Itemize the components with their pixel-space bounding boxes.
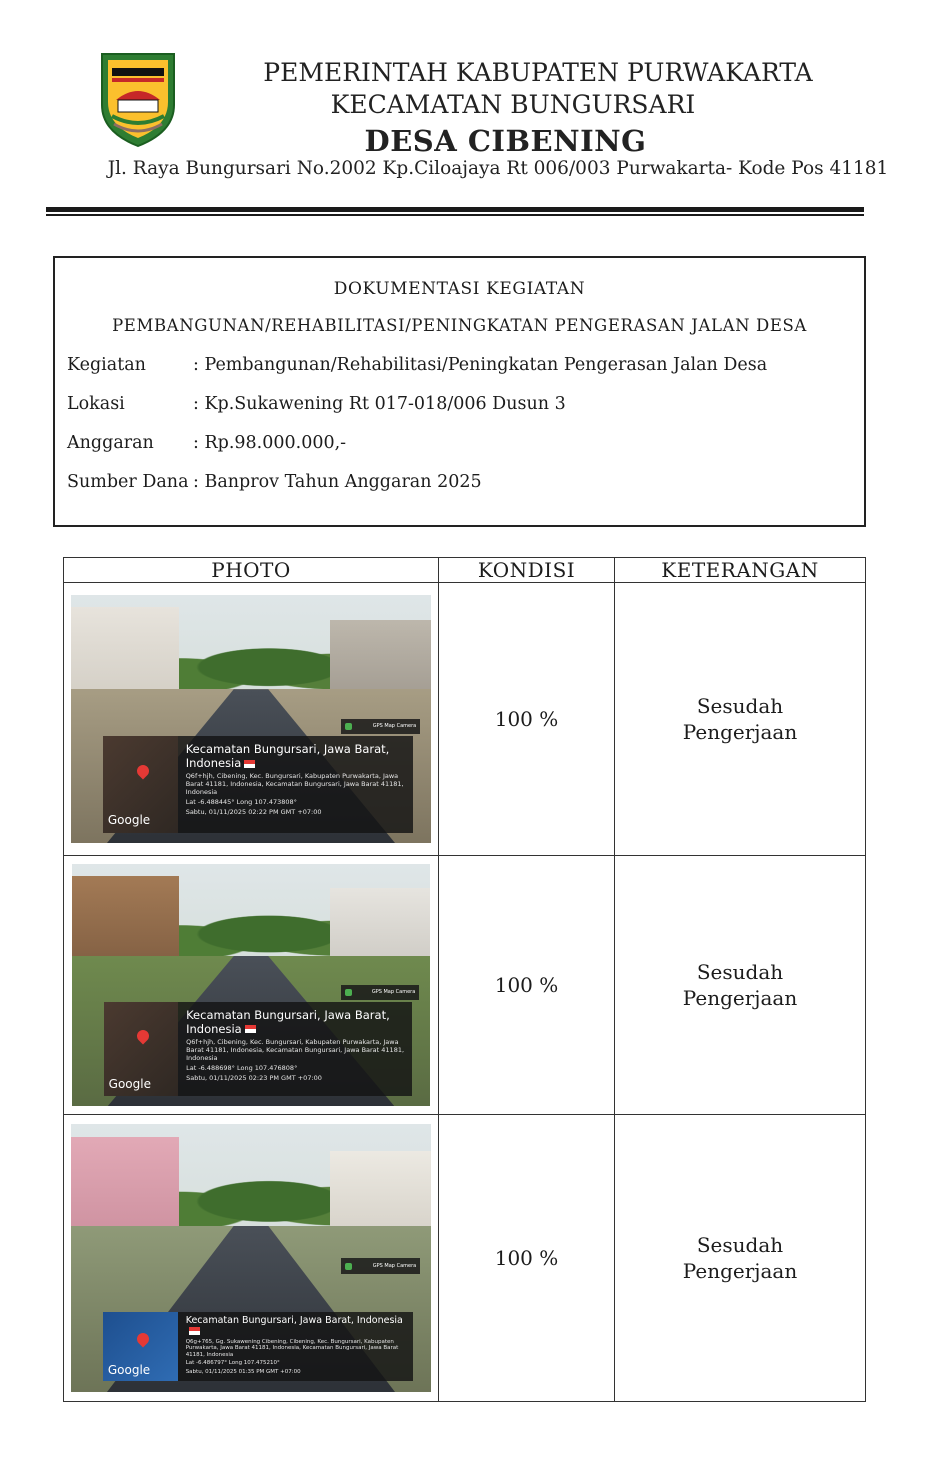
- document-title: DOKUMENTASI KEGIATAN: [333, 279, 586, 299]
- map-provider-label: Google: [107, 813, 151, 828]
- documentation-table: [63, 557, 866, 1402]
- keterangan-line1: Sesudah: [696, 960, 784, 984]
- road-photo-3: [71, 1124, 431, 1392]
- gps-badge: GPS Map Camera: [341, 1258, 420, 1274]
- header-address: Jl. Raya Bungursari No.2002 Kp.Ciloajaya Rt 006/003 Purwakarta- Kode Pos 41181: [107, 158, 889, 179]
- field-label-anggaran: Anggaran: [67, 433, 154, 453]
- photo-cell: [64, 1115, 439, 1402]
- map-pin-icon: [134, 1330, 151, 1347]
- map-provider-label: Google: [107, 1363, 151, 1378]
- header-kondisi: KONDISI: [439, 558, 615, 583]
- header-divider: [46, 207, 864, 212]
- map-thumbnail: [104, 1002, 178, 1096]
- map-thumbnail: [103, 1312, 177, 1382]
- map-provider-label: Google: [108, 1076, 151, 1091]
- map-thumbnail: [103, 736, 177, 833]
- header-village: DESA CIBENING: [364, 124, 647, 158]
- field-value-anggaran: : Rp.98.000.000,-: [193, 433, 347, 453]
- geotag-address: Q6f+hjh, Cibening, Kec. Bungursari, Kabupaten Purwakarta, Jawa Barat 41181, Indonesia, Kecamatan Bungursari, Jawa Barat 41181, Indonesia: [186, 1037, 405, 1062]
- geotag-overlay: [104, 1002, 412, 1096]
- field-value-kegiatan: : Pembangunan/Rehabilitasi/Peningkatan Pengerasan Jalan Desa: [193, 355, 768, 375]
- field-label-kegiatan: Kegiatan: [67, 355, 146, 375]
- indonesia-flag-icon: [245, 1025, 256, 1033]
- keterangan-line1: Sesudah: [696, 694, 784, 718]
- indonesia-flag-icon: [244, 760, 255, 768]
- map-pin-icon: [135, 1028, 152, 1045]
- geotag-location: Kecamatan Bungursari, Jawa Barat, Indonesia: [186, 1007, 390, 1036]
- road-photo-1: [71, 595, 431, 843]
- field-label-sumber-dana: Sumber Dana: [67, 472, 189, 492]
- keterangan-line2: Pengerjaan: [682, 986, 798, 1010]
- header-keterangan: KETERANGAN: [615, 558, 866, 583]
- keterangan-line2: Pengerjaan: [682, 1259, 798, 1283]
- geotag-coordinates: Lat -6.488445° Long 107.473808°: [185, 798, 297, 807]
- keterangan-line1: Sesudah: [696, 1233, 784, 1257]
- keterangan-value: [615, 583, 866, 856]
- geotag-location: Kecamatan Bungursari, Jawa Barat, Indonesia: [185, 742, 390, 771]
- header-photo: PHOTO: [64, 558, 439, 583]
- table-header-row: [64, 558, 866, 583]
- geotag-address: Q6f+hjh, Cibening, Kec. Bungursari, Kabupaten Purwakarta, Jawa Barat 41181, Indonesia, Kecamatan Bungursari, Jawa Barat 41181, Indonesia: [185, 772, 404, 797]
- geotag-timestamp: Sabtu, 01/11/2025 01:35 PM GMT +07:00: [185, 1368, 301, 1375]
- document-subtitle: PEMBANGUNAN/REHABILITASI/PENINGKATAN PENGERASAN JALAN DESA: [112, 316, 807, 335]
- header-subdistrict: KECAMATAN BUNGURSARI: [330, 90, 696, 119]
- road-photo-2: [72, 864, 430, 1106]
- photo-cell: [64, 583, 439, 856]
- map-pin-icon: [134, 763, 151, 780]
- table-row: [64, 856, 866, 1115]
- keterangan-value: [615, 1115, 866, 1402]
- table-row: [64, 1115, 866, 1402]
- photo-cell: [64, 856, 439, 1115]
- geotag-coordinates: Lat -6.488698° Long 107.476808°: [186, 1063, 298, 1072]
- geotag-coordinates: Lat -6.486797° Long 107.475210°: [185, 1360, 280, 1367]
- field-label-lokasi: Lokasi: [67, 394, 125, 414]
- gps-badge: GPS Map Camera: [341, 985, 420, 1000]
- kondisi-value: 100 %: [439, 1115, 615, 1402]
- field-value-lokasi: : Kp.Sukawening Rt 017-018/006 Dusun 3: [193, 394, 566, 414]
- geotag-location: Kecamatan Bungursari, Jawa Barat, Indonesia: [185, 1314, 403, 1326]
- geotag-address: Q6g+765, Gg. Sukawening Cibening, Cibening, Kec. Bungursari, Kabupaten Purwakarta, Jawa Barat 41181, Indonesia, Kecamatan Bungursari, Jawa Barat 41181, Indonesia: [185, 1338, 399, 1358]
- gps-badge: GPS Map Camera: [341, 719, 420, 734]
- table-row: [64, 583, 866, 856]
- header-government: PEMERINTAH KABUPATEN PURWAKARTA: [263, 58, 813, 87]
- geotag-overlay: [103, 736, 413, 833]
- header-divider-thin: [46, 214, 864, 216]
- kondisi-value: 100 %: [439, 583, 615, 856]
- geotag-timestamp: Sabtu, 01/11/2025 02:23 PM GMT +07:00: [186, 1073, 322, 1082]
- keterangan-line2: Pengerjaan: [682, 720, 798, 744]
- geotag-timestamp: Sabtu, 01/11/2025 02:22 PM GMT +07:00: [185, 808, 322, 817]
- geotag-overlay: [103, 1312, 413, 1382]
- keterangan-value: [615, 856, 866, 1115]
- field-value-sumber-dana: : Banprov Tahun Anggaran 2025: [193, 472, 482, 492]
- indonesia-flag-icon: [189, 1327, 200, 1335]
- kondisi-value: 100 %: [439, 856, 615, 1115]
